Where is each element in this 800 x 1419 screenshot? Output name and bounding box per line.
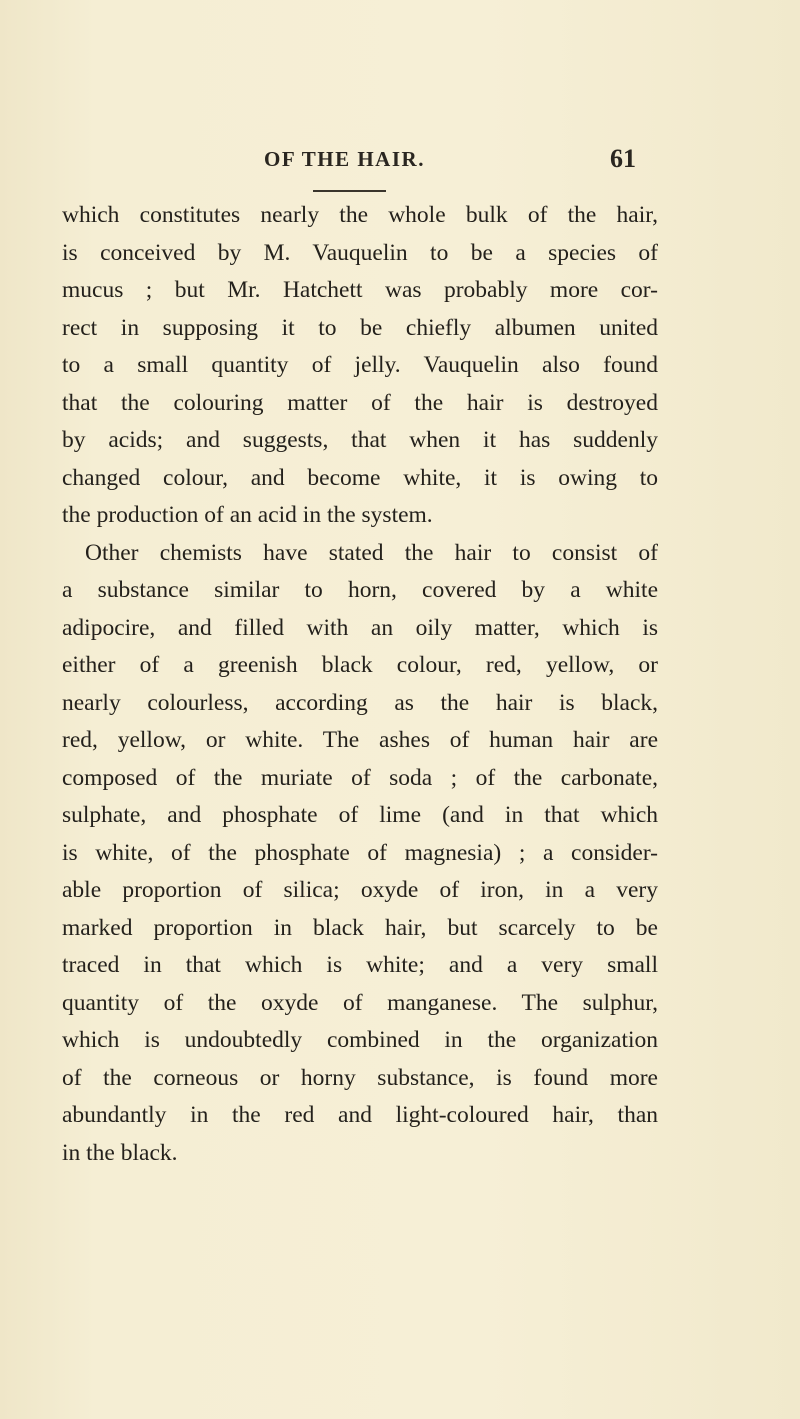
text-line: a substance similar to horn, covered by a white xyxy=(62,577,658,603)
text-line: sulphate, and phosphate of lime (and in that which xyxy=(62,802,658,828)
running-title: OF THE HAIR. xyxy=(264,147,425,171)
text-line: by acids; and suggests, that when it has suddenly xyxy=(62,427,658,453)
text-line: changed colour, and become white, it is owing to xyxy=(62,464,658,491)
body-text xyxy=(62,197,658,1172)
text-line: that the colouring matter of the hair is destroyed xyxy=(62,389,658,416)
text-line: to a small quantity of jelly. Vauquelin also found xyxy=(62,352,658,378)
text-line: able proportion of silica; oxyde of iron, in a very xyxy=(62,877,658,903)
text-line: either of a greenish black colour, red, yellow, or xyxy=(62,652,658,678)
header-rule xyxy=(313,190,386,192)
text-line: in the black. xyxy=(62,1139,178,1166)
text-line: rect in supposing it to be chiefly albumen united xyxy=(62,314,658,341)
text-line: which constitutes nearly the whole bulk of the hair, xyxy=(62,202,658,228)
text-line: red, yellow, or white. The ashes of human hair are xyxy=(62,727,658,753)
page-number: 61 xyxy=(610,144,636,173)
text-line: abundantly in the red and light-coloured hair, than xyxy=(62,1102,658,1128)
text-line: of the corneous or horny substance, is found more xyxy=(62,1064,658,1091)
text-line: composed of the muriate of soda ; of the carbonate, xyxy=(62,764,658,791)
text-line: traced in that which is white; and a very small xyxy=(62,952,658,978)
text-line: which is undoubtedly combined in the organization xyxy=(62,1027,658,1053)
text-line: Other chemists have stated the hair to consist of xyxy=(85,539,658,566)
text-line: adipocire, and filled with an oily matter, which is xyxy=(62,614,658,641)
text-line: nearly colourless, according as the hair is black, xyxy=(62,689,658,716)
text-line: is white, of the phosphate of magnesia) ; a consider- xyxy=(62,839,658,866)
text-line: quantity of the oxyde of manganese. The sulphur, xyxy=(62,989,658,1016)
text-line: is conceived by M. Vauquelin to be a species of xyxy=(62,239,658,266)
running-header xyxy=(0,144,800,174)
text-line: the production of an acid in the system. xyxy=(62,502,433,528)
text-line: marked proportion in black hair, but scarcely to be xyxy=(62,914,658,941)
text-line: mucus ; but Mr. Hatchett was probably more cor- xyxy=(62,277,658,303)
